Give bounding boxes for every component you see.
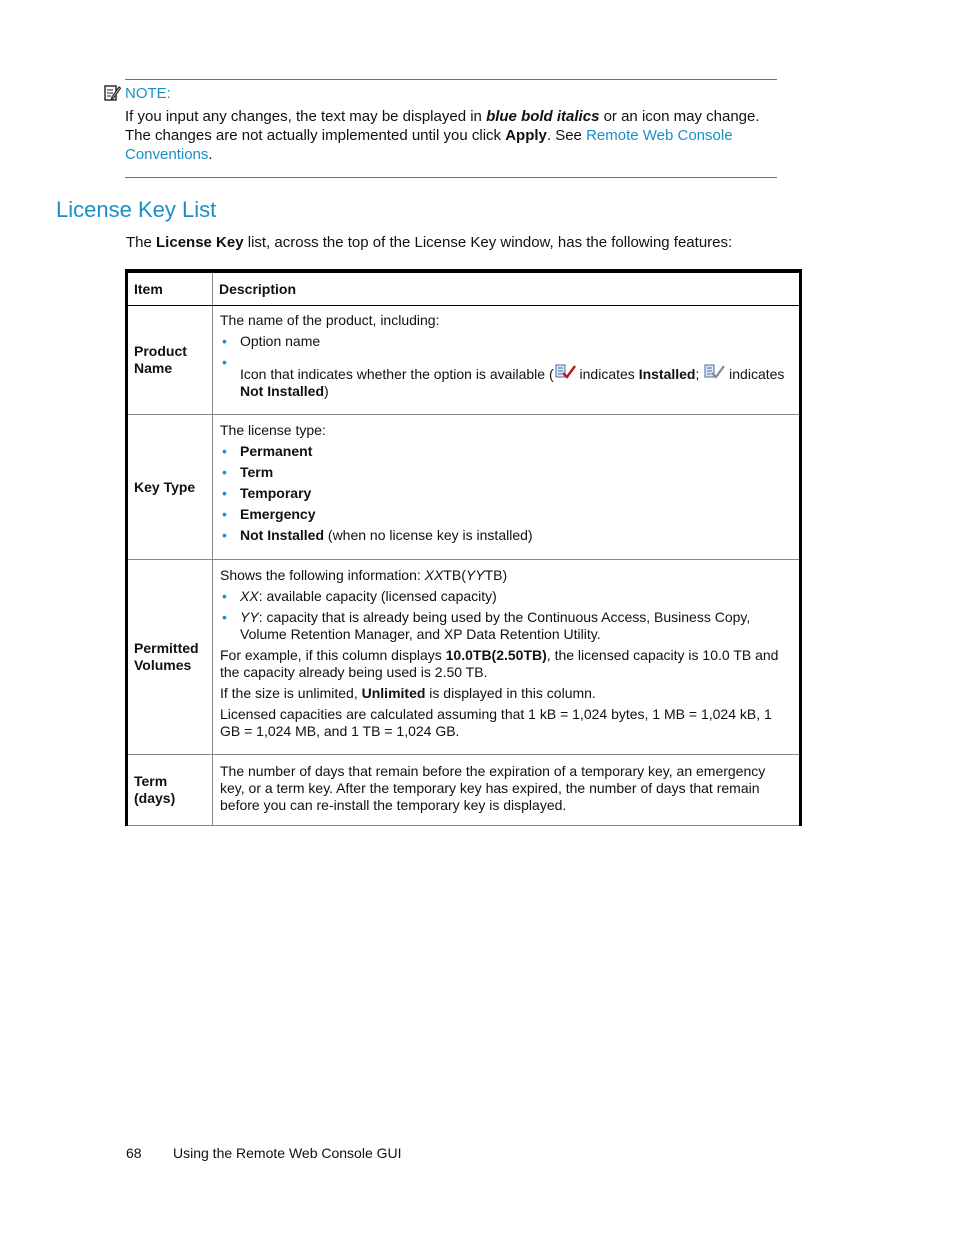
desc-intro — [220, 567, 792, 584]
row-desc-key-type — [213, 415, 801, 560]
header-item: Item — [127, 271, 213, 306]
note-text-part: . See — [546, 127, 587, 144]
desc-paragraph — [220, 647, 792, 681]
text-part: Icon that indicates whether the option is available ( — [240, 366, 554, 382]
text-part: TB( — [443, 566, 466, 583]
text-part: TB) — [484, 566, 508, 583]
text-part: For example, if this column displays — [220, 646, 446, 663]
text-italic: XX — [240, 587, 259, 604]
row-item-key-type: Key Type — [127, 415, 213, 560]
text-part: If the size is unlimited, — [220, 684, 362, 701]
text-italic: YY — [240, 608, 259, 625]
not-installed-label: Not Installed — [240, 383, 325, 399]
note-icon — [103, 84, 121, 102]
list-item — [220, 485, 792, 502]
bullet-list — [220, 333, 792, 400]
text-part: indicates — [725, 366, 785, 382]
table-row — [127, 755, 801, 826]
unlimited-label: Unlimited — [361, 684, 426, 701]
text-part: , the licensed capacity is 10.0 TB and the capacity already being used is 2.50 TB. — [220, 646, 779, 680]
list-item — [220, 464, 792, 481]
note-text-part: If you input any changes, the text may be displayed in — [125, 108, 487, 125]
table-row — [127, 306, 801, 415]
intro-part: list, across the top of the License Key window, has the following features: — [243, 234, 733, 251]
note-header — [103, 82, 777, 104]
table-header-row — [127, 271, 801, 306]
desc-intro: The license type: — [220, 422, 326, 438]
list-item — [220, 506, 792, 523]
installed-label: Installed — [638, 366, 696, 382]
note-text-part: or an icon may change. The changes are not actually implemented until you click — [125, 108, 760, 144]
note-emphasis: blue bold italics — [486, 108, 600, 125]
license-type-permanent: Permanent — [240, 443, 313, 459]
footer-title: Using the Remote Web Console GUI — [173, 1145, 402, 1161]
list-item — [220, 354, 792, 400]
section-title: License Key List — [56, 197, 217, 222]
intro-part: The — [126, 234, 157, 251]
desc-intro: The name of the product, including: — [220, 312, 440, 328]
section-intro — [126, 234, 732, 251]
license-key-table — [125, 269, 802, 826]
text-part: ; — [695, 366, 704, 382]
text-part: ) — [324, 383, 329, 399]
page-footer — [126, 1145, 402, 1161]
note-text-part: . — [208, 146, 213, 163]
row-item-term-days: Term (days) — [127, 755, 213, 826]
apply-term: Apply — [505, 127, 547, 144]
license-type-not-installed: Not Installed — [240, 527, 325, 543]
row-desc-term-days: The number of days that remain before the expiration of a temporary key, an emergency key, or a term key. After the temporary key has expired, the number of days that remain before you can re-install the temporary key is displayed. — [213, 755, 801, 826]
license-type-emergency: Emergency — [240, 506, 316, 522]
list-item — [220, 527, 792, 544]
conventions-link[interactable]: Remote Web Console Conventions — [125, 127, 733, 163]
row-desc-permitted-volumes — [213, 560, 801, 755]
row-item-permitted-volumes: Permitted Volumes — [127, 560, 213, 755]
text-italic: YY — [465, 566, 485, 583]
text-part: : capacity that is already being used by the Continuous Access, Business Copy, Volume Retention Manager, and XP Data Retention Utility. — [240, 608, 751, 642]
desc-paragraph: Licensed capacities are calculated assuming that 1 kB = 1,024 bytes, 1 MB = 1,024 kB, 1 GB = 1,024 MB, and 1 TB = 1,024 GB. — [220, 705, 772, 739]
desc-paragraph — [220, 685, 792, 702]
installed-icon — [554, 362, 576, 382]
note-label: NOTE: — [125, 84, 171, 102]
text-part: : available capacity (licensed capacity) — [258, 587, 497, 604]
text-part: Shows the following information: — [220, 566, 425, 583]
bullet-list — [220, 443, 792, 544]
table-row — [127, 560, 801, 755]
header-description: Description — [213, 271, 801, 306]
license-type-term: Term — [240, 464, 274, 480]
not-installed-icon — [703, 362, 725, 382]
text-italic: XX — [424, 566, 444, 583]
page-number: 68 — [126, 1145, 142, 1161]
example-value: 10.0TB(2.50TB) — [445, 646, 547, 663]
list-item: • Option name — [220, 333, 792, 350]
list-item — [220, 588, 792, 605]
row-item-product-name: Product Name — [127, 306, 213, 415]
text-part: (when no license key is installed) — [324, 527, 533, 543]
list-item — [220, 609, 792, 643]
list-item — [220, 443, 792, 460]
intro-bold: License Key — [156, 234, 244, 251]
bullet-list — [220, 588, 792, 643]
note-box — [125, 79, 777, 178]
table-row — [127, 415, 801, 560]
row-desc-product-name — [213, 306, 801, 415]
note-text — [125, 107, 777, 164]
text-part: indicates — [575, 366, 639, 382]
license-type-temporary: Temporary — [240, 485, 312, 501]
text-part: is displayed in this column. — [425, 684, 596, 701]
